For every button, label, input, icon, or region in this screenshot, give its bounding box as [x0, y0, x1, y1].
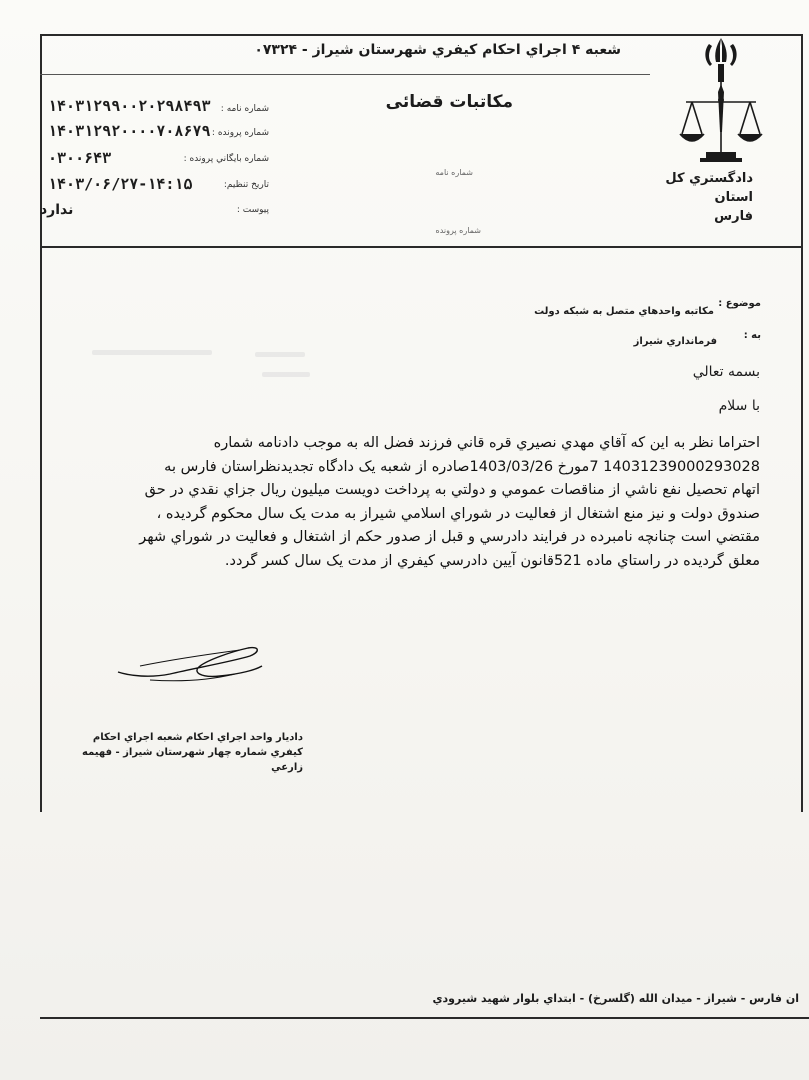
handwritten-signature: [110, 630, 270, 690]
body-line: صندوق دولت و نيز منع اشتغال از فعاليت در شوراي اسلامي شيراز به مدت يک سال محکوم گرديده ،: [156, 505, 760, 522]
archive-number-value: ۰۳۰۰۶۴۳: [48, 149, 112, 167]
court-name: [643, 169, 753, 226]
document-title: مکاتبات قضائی: [385, 92, 513, 112]
signatory-block: [63, 730, 303, 775]
attachment-value: ندارد: [40, 202, 74, 218]
header-bottom-rule: [40, 246, 801, 248]
recipient-value: فرمانداري شيراز: [633, 336, 717, 347]
subject-value: مکاتبه واحدهاي متصل به شبکه دولت: [534, 306, 714, 317]
date-label: تاريخ تنظيم:: [223, 180, 269, 190]
faint-mark: [255, 352, 305, 357]
greeting-salam: با سلام: [718, 398, 760, 414]
letter-body: [44, 432, 760, 573]
archive-number-label: شماره بايگاني پرونده :: [183, 154, 269, 164]
case-number-label: شماره پرونده :: [211, 128, 269, 138]
body-line: احتراما نظر به اين که آقاي مهدي نصيري قره قاني فرزند فضل اله به موجب دادنامه شماره: [213, 435, 760, 451]
recipient-label: به :: [743, 330, 761, 341]
date-value: ۱۴۰۳/۰۶/۲۷-۱۴:۱۵: [48, 175, 193, 193]
footer-address: ان فارس - شيراز - ميدان الله (گلسرخ) - ابتداي بلوار شهيد شيرودي: [432, 992, 799, 1005]
letter-number-value: ۱۴۰۳۱۲۹۹۰۰۲۰۲۹۸۴۹۳: [48, 97, 211, 115]
signatory-line: دادیار واحد اجراي احکام شعبه اجراي احکام: [92, 732, 303, 743]
signatory-line: زارعي: [271, 762, 303, 773]
case-number-value: ۱۴۰۳۱۲۹۲۰۰۰۰۷۰۸۶۷۹: [48, 122, 211, 140]
letter-number-label: شماره نامه :: [220, 104, 269, 114]
body-line: مقتضي است چنانچه نامبرده در فرايند دادرسي و قبل از صدور حکم از اشتغال و فعاليت در شوراي شهر: [139, 529, 760, 545]
footer-rule: [40, 1017, 809, 1019]
signatory-line: کيفري شماره چهار شهرستان شيراز - فهيمه: [82, 747, 303, 758]
branch-line: شعبه ۴ اجراي احکام کيفري شهرستان شيراز - ۰۷۳۲۴: [254, 42, 621, 58]
body-line: معلق گرديده در راستاي ماده 521قانون آيين دادرسي کيفري از مدت يک سال کسر گردد.: [224, 552, 760, 569]
faint-mark: [92, 350, 212, 355]
header-top-rule: [40, 74, 650, 75]
greeting-bismillah: بسمه تعالي: [692, 364, 760, 380]
letter-no-small: شماره نامه: [435, 168, 473, 177]
court-line-1: دادگستري کل استان: [665, 171, 753, 205]
judiciary-emblem-icon: [676, 36, 766, 164]
court-line-2: فارس: [714, 209, 753, 224]
file-no-small: شماره پرونده: [435, 226, 481, 235]
subject-label: موضوع :: [718, 298, 761, 309]
body-line: اتهام تحصيل نفع ناشي از مناقصات عمومي و دولتي به پرداخت دويست ميليون ريال جزاي نقدي در حق: [144, 482, 760, 498]
attachment-label: پيوست :: [236, 205, 269, 215]
faint-mark: [262, 372, 310, 377]
body-line: 14031239000293028 7مورخ 1403/03/26صادره از شعبه يک دادگاه تجديدنظراستان فارس به: [164, 458, 760, 475]
